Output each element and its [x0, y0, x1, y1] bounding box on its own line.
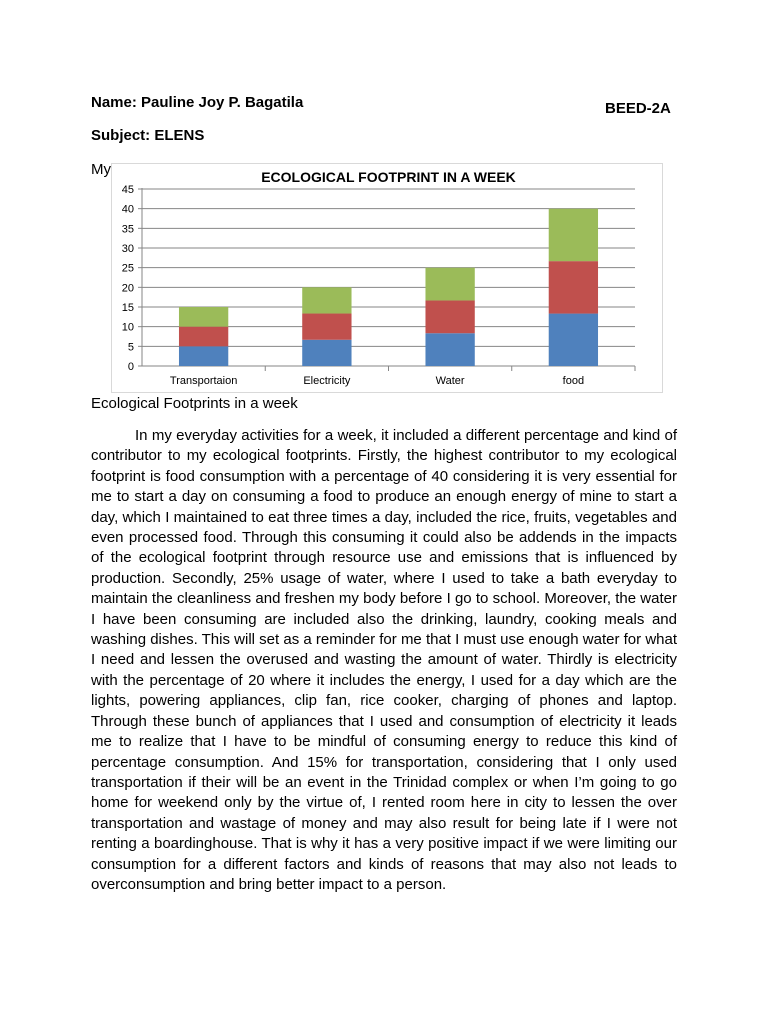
bar-segment-electricity	[302, 287, 351, 313]
bar-segment-food	[549, 261, 598, 313]
y-tick-label: 45	[121, 184, 134, 196]
y-tick-label: 25	[121, 262, 134, 275]
y-tick-label: 35	[121, 223, 134, 236]
chart-canvas	[112, 164, 662, 392]
y-tick-label: 10	[121, 321, 134, 334]
y-tick-label: 0	[127, 361, 134, 373]
essay-paragraph: In my everyday activities for a week, it included a different percentage and kind of contributor to my ecological footprints. Firstly, the highest contributor to my ecological footprint is food consumption with a percentage of 40 considering it is very essential for me to start a day on consuming a food to produce an enough energy of mine to start a day, which I maintained to eat three times a day, included the rice, fruits, vegetables and even processed food. Through this consuming it could also be addends in the impacts of the ecological footprint through resource use and emissions that is influenced by production. Secondly, 25% usage of water, where I used to take a bath everyday to maintain the cleanliness and freshen my body before I go to school. Moreover, the water I have been consuming are included also the drinking, laundry, cooking meals and washing dishes. This will set as a reminder for me that I must use enough water for what I need and lessen the overused and wasting the amount of water. Thirdly is electricity with the percentage of 20 where it includes the energy, I used for a day which are the lights, powering appliances, clip fan, rice cooker, charging of phones and laptop. Through these bunch of appliances that I used and consumption of electricity it leads me to realize that I have to be mindful of consuming energy to reduce this kind of percentage consumption. And 15% for transportation, considering that I only used transportation if their will be an event in the Trinidad complex or when I’m going to go home for weekend only by the virtue of, I rented room here in city to lessen the over transportation and wastage of money and may also result for being late if I were not renting a boardinghouse. That is why it has a very positive impact if we were limiting our consumption for a different factors and kinds of reasons that may also not leads to overconsumption and bring better impact to a person.	[91, 427, 677, 893]
y-tick-label: 5	[127, 341, 134, 354]
subject-line: Subject: ELENS	[91, 127, 205, 144]
bar-segment-electricity	[302, 340, 351, 366]
chart-title: ECOLOGICAL FOOTPRINT IN A WEEK	[261, 169, 516, 185]
y-tick-label: 30	[121, 243, 134, 255]
bar-segment-transportaion	[179, 307, 228, 327]
x-tick-label: food	[562, 375, 585, 387]
bar-segment-electricity	[302, 314, 351, 340]
bar-segment-transportaion	[179, 346, 228, 366]
chart-caption: Ecological Footprints in a week	[91, 395, 298, 412]
bar-segment-food	[549, 209, 598, 261]
y-tick-label: 20	[121, 282, 134, 295]
bar-segment-food	[549, 314, 598, 366]
bar-segment-water	[425, 268, 474, 301]
student-name: Name: Pauline Joy P. Bagatila	[91, 94, 304, 111]
ecological-footprint-chart	[111, 163, 663, 393]
class-section: BEED-2A	[605, 100, 671, 117]
bar-segment-transportaion	[179, 327, 228, 347]
x-tick-label: Transportaion	[169, 375, 238, 387]
intro-word: My	[91, 161, 111, 178]
bar-segment-water	[425, 333, 474, 366]
y-tick-label: 40	[121, 203, 134, 216]
x-tick-label: Electricity	[303, 375, 351, 387]
y-tick-label: 15	[121, 302, 134, 314]
x-tick-label: Water	[435, 375, 465, 387]
bar-segment-water	[425, 300, 474, 333]
